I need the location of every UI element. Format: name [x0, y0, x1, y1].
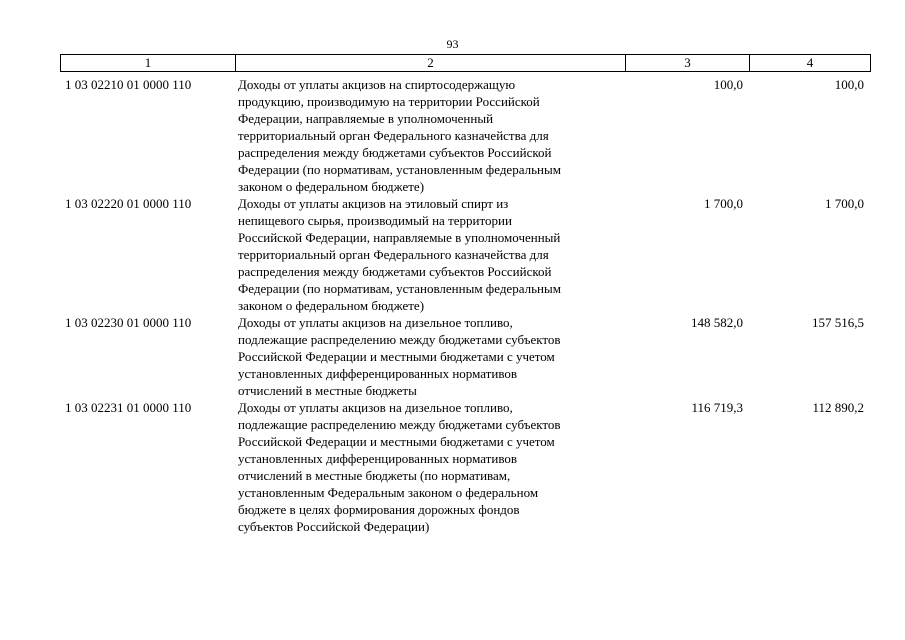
amount-column-3-cell: 148 582,0: [691, 315, 743, 330]
column-header-3: 3: [626, 55, 750, 71]
description-line: установленным Федеральным законом о федеральном: [238, 485, 539, 500]
description-line: территориальный орган Федерального казначейства для: [238, 128, 549, 143]
income-description-cell: [235, 195, 625, 314]
description-line: распределения между бюджетами субъектов Российской: [238, 145, 552, 160]
income-description-cell: [235, 314, 625, 399]
description-line: Доходы от уплаты акцизов на дизельное топливо,: [238, 400, 513, 415]
description-line: Федерации (по нормативам, установленным федеральным: [238, 281, 561, 296]
description-line: бюджете в целях формирования дорожных фондов: [238, 502, 520, 517]
description-line: распределения между бюджетами субъектов Российской: [238, 264, 552, 279]
column-header-1: 1: [61, 55, 236, 71]
table-body: [60, 76, 871, 535]
income-description-cell: [235, 399, 625, 535]
column-header-2: 2: [236, 55, 626, 71]
description-line: субъектов Российской Федерации): [238, 519, 430, 534]
description-line: Российской Федерации и местными бюджетами с учетом: [238, 434, 555, 449]
description-line: непищевого сырья, производимый на территории: [238, 213, 512, 228]
budget-code-cell: 1 03 02231 01 0000 110: [65, 400, 192, 415]
description-line: установленных дифференцированных нормативов: [238, 366, 518, 381]
table-row: [60, 76, 871, 195]
budget-code-cell: 1 03 02210 01 0000 110: [65, 77, 192, 92]
amount-column-3-cell: 116 719,3: [691, 400, 743, 415]
description-line: установленных дифференцированных нормативов: [238, 451, 518, 466]
description-line: законом о федеральном бюджете): [238, 179, 425, 194]
budget-code-cell: 1 03 02230 01 0000 110: [65, 315, 192, 330]
amount-column-4-cell: 1 700,0: [825, 196, 864, 211]
amount-column-4-cell: 157 516,5: [812, 315, 864, 330]
budget-code-cell: 1 03 02220 01 0000 110: [65, 196, 192, 211]
description-line: Доходы от уплаты акцизов на этиловый спирт из: [238, 196, 509, 211]
description-line: отчислений в местные бюджеты (по нормативам,: [238, 468, 511, 483]
amount-column-3-cell: 100,0: [713, 77, 743, 92]
description-line: подлежащие распределению между бюджетами субъектов: [238, 417, 561, 432]
amount-column-3-cell: 1 700,0: [704, 196, 743, 211]
description-line: Федерации, направляемые в уполномоченный: [238, 111, 494, 126]
description-line: подлежащие распределению между бюджетами субъектов: [238, 332, 561, 347]
description-line: территориальный орган Федерального казначейства для: [238, 247, 549, 262]
page-number: 93: [446, 37, 459, 51]
table-row: [60, 399, 871, 535]
description-line: Доходы от уплаты акцизов на спиртосодержащую: [238, 77, 516, 92]
column-header-4: 4: [806, 55, 814, 70]
description-line: отчислений в местные бюджеты: [238, 383, 417, 398]
table-row: [60, 314, 871, 399]
table-row: [60, 195, 871, 314]
description-line: Федерации (по нормативам, установленным федеральным: [238, 162, 561, 177]
description-line: Российской Федерации и местными бюджетами с учетом: [238, 349, 555, 364]
amount-column-4-cell: 112 890,2: [812, 400, 864, 415]
description-line: Доходы от уплаты акцизов на дизельное топливо,: [238, 315, 513, 330]
description-line: законом о федеральном бюджете): [238, 298, 425, 313]
description-line: Российской Федерации, направляемые в уполномоченный: [238, 230, 561, 245]
amount-column-4-cell: 100,0: [834, 77, 864, 92]
table-header: [60, 54, 871, 72]
description-line: продукцию, производимую на территории Российской: [238, 94, 540, 109]
income-description-cell: [235, 76, 625, 195]
